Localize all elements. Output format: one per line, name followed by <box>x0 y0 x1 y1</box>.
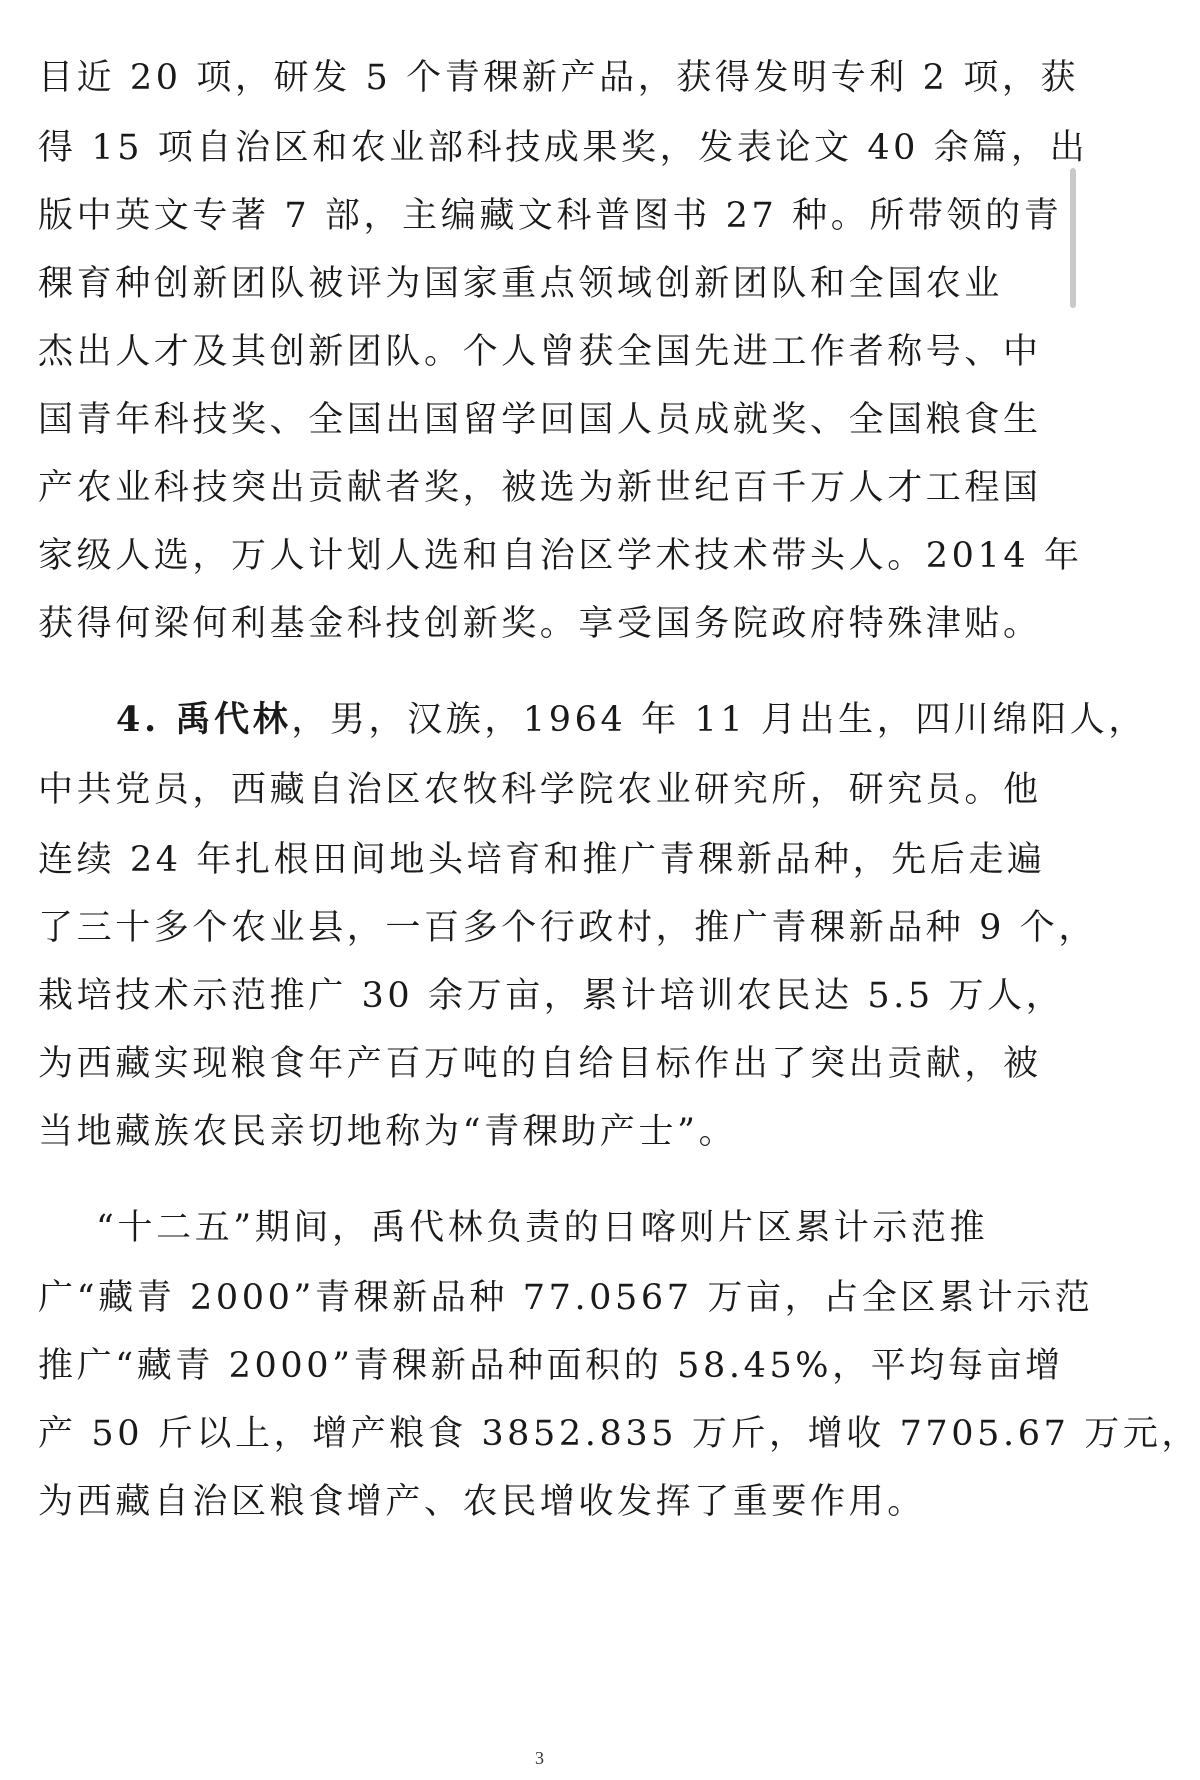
text-line: 得 15 项自治区和农业部科技成果奖，发表论文 40 余篇，出 <box>38 128 1089 168</box>
text-line: 杰出人才及其创新团队。个人曾获全国先进工作者称号、中 <box>38 332 1042 372</box>
text-line: 推广“藏青 2000”青稞新品种面积的 58.45%，平均每亩增 <box>38 1346 1064 1386</box>
text-line: 为西藏实现粮食年产百万吨的自给目标作出了突出贡献，被 <box>38 1044 1042 1084</box>
text-line: ，男，汉族，1964 年 11 月出生，四川绵阳人， <box>291 700 1147 740</box>
text-line: 中共党员，西藏自治区农牧科学院农业研究所，研究员。他 <box>38 770 1042 810</box>
text-line: 连续 24 年扎根田间地头培育和推广青稞新品种，先后走遍 <box>38 840 1046 880</box>
text-line: 产 50 斤以上，增产粮食 3852.835 万斤，增收 7705.67 万元， <box>38 1414 1200 1454</box>
text-line: 版中英文专著 7 部，主编藏文科普图书 27 种。所带领的青 <box>38 196 1063 236</box>
scrollbar[interactable] <box>1070 168 1076 308</box>
text-line: 目近 20 项，研发 5 个青稞新产品，获得发明专利 2 项，获 <box>38 58 1080 98</box>
text-line: 家级人选，万人计划人选和自治区学术技术带头人。2014 年 <box>38 536 1083 576</box>
text-line: 获得何梁何利基金科技创新奖。享受国务院政府特殊津贴。 <box>38 604 1042 644</box>
text-line: 产农业科技突出贡献者奖，被选为新世纪百千万人才工程国 <box>38 468 1042 508</box>
text-line: 国青年科技奖、全国出国留学回国人员成就奖、全国粮食生 <box>38 400 1042 440</box>
text-line: “十二五”期间，禹代林负责的日喀则片区累计示范推 <box>96 1208 989 1248</box>
text-line: 了三十多个农业县，一百多个行政村，推广青稞新品种 9 个， <box>38 908 1097 948</box>
text-line: 广“藏青 2000”青稞新品种 77.0567 万亩，占全区累计示范 <box>38 1278 1094 1318</box>
text-line: 当地藏族农民亲切地称为“青稞助产士”。 <box>38 1112 738 1152</box>
text-line: 栽培技术示范推广 30 余万亩，累计培训农民达 5.5 万人， <box>38 976 1065 1016</box>
person-heading: 4. 禹代林 <box>116 699 292 740</box>
text-line: 为西藏自治区粮食增产、农民增收发挥了重要作用。 <box>38 1482 926 1522</box>
text-line: 稞育种创新团队被评为国家重点领域创新团队和全国农业 <box>38 264 1004 304</box>
paragraph-heading-line <box>116 690 1147 750</box>
page-number: 3 <box>535 1748 544 1768</box>
